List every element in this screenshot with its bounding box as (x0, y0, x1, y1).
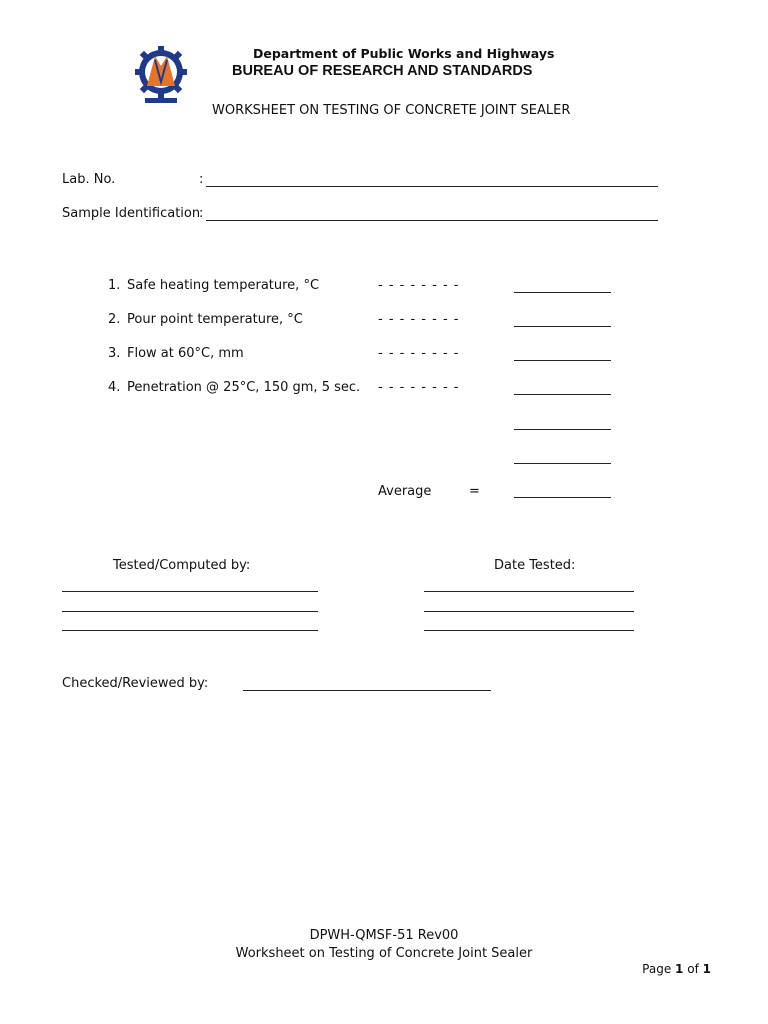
test-3-number: 3. (108, 346, 121, 361)
tested-by-field-1[interactable] (62, 591, 318, 592)
test-2-label: Pour point temperature, °C (127, 312, 303, 327)
page-number (642, 962, 711, 976)
test-1-label: Safe heating temperature, °C (127, 278, 320, 293)
test-4-result-field-3[interactable] (514, 463, 611, 464)
lab-no-label: Lab. No. (62, 172, 116, 187)
checked-by-field[interactable] (243, 690, 491, 691)
tested-by-label: Tested/Computed by: (113, 558, 251, 573)
sample-id-label: Sample Identification (62, 206, 201, 221)
sample-id-colon: : (199, 206, 204, 221)
date-tested-label: Date Tested: (494, 558, 576, 573)
average-equals: = (469, 484, 480, 499)
test-3-dashes: - - - - - - - - (378, 346, 460, 361)
date-tested-field-2[interactable] (424, 611, 634, 612)
bureau-name: BUREAU OF RESEARCH AND STANDARDS (232, 63, 533, 79)
test-4-label: Penetration @ 25°C, 150 gm, 5 sec. (127, 380, 361, 395)
test-1-dashes: - - - - - - - - (378, 278, 460, 293)
worksheet-title: WORKSHEET ON TESTING OF CONCRETE JOINT SEALER (212, 103, 571, 118)
lab-no-colon: : (199, 172, 204, 187)
test-4-dashes: - - - - - - - - (378, 380, 460, 395)
page-total: 1 (702, 962, 711, 976)
test-3-result-field[interactable] (514, 360, 611, 361)
page-of: of (687, 962, 699, 976)
date-tested-field-3[interactable] (424, 630, 634, 631)
checked-by-label: Checked/Reviewed by: (62, 676, 209, 691)
test-4-result-field-1[interactable] (514, 394, 611, 395)
test-4-result-field-2[interactable] (514, 429, 611, 430)
average-result-field[interactable] (514, 497, 611, 498)
average-label: Average (378, 484, 432, 499)
test-2-number: 2. (108, 312, 121, 327)
tested-by-field-3[interactable] (62, 630, 318, 631)
test-4-number: 4. (108, 380, 121, 395)
dpwh-logo-icon (133, 42, 189, 106)
sample-id-field[interactable] (206, 220, 658, 221)
tested-by-field-2[interactable] (62, 611, 318, 612)
test-1-result-field[interactable] (514, 292, 611, 293)
test-1-number: 1. (108, 278, 121, 293)
footer-form-name: Worksheet on Testing of Concrete Joint Sealer (235, 946, 533, 961)
lab-no-field[interactable] (206, 186, 658, 187)
test-3-label: Flow at 60°C, mm (127, 346, 244, 361)
test-2-dashes: - - - - - - - - (378, 312, 460, 327)
page-word: Page (642, 962, 672, 976)
page-current: 1 (675, 962, 684, 976)
department-name: Department of Public Works and Highways (253, 46, 555, 61)
date-tested-field-1[interactable] (424, 591, 634, 592)
test-2-result-field[interactable] (514, 326, 611, 327)
footer-form-code: DPWH-QMSF-51 Rev00 (309, 928, 459, 943)
